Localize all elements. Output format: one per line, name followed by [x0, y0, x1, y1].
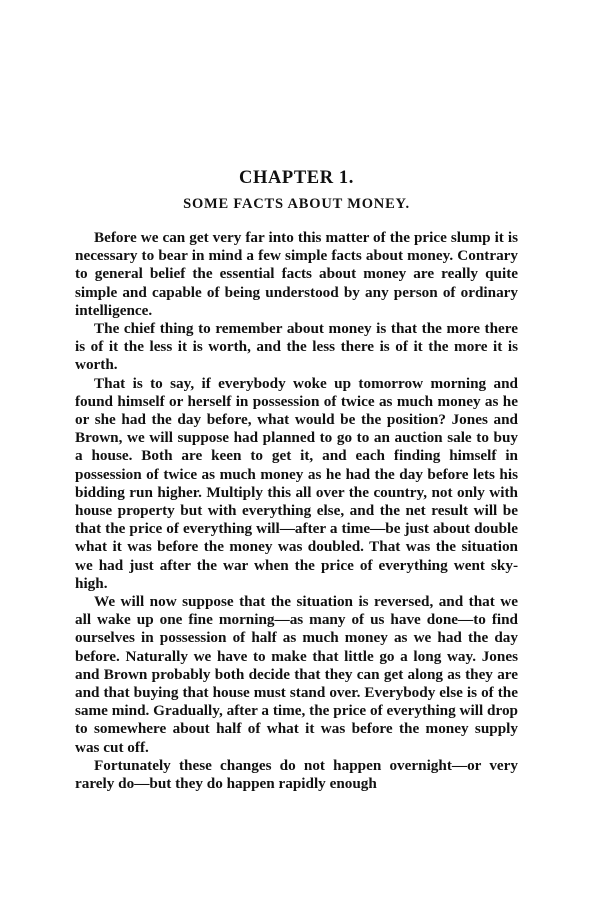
book-page — [75, 0, 518, 904]
paragraph: The chief thing to remember about money is that the more there is of it the less it is worth, and the less there is of it the more it is worth. — [75, 320, 518, 374]
chapter-body — [75, 229, 518, 793]
paragraph: Fortunately these changes do not happen overnight—or very rarely do—but they do happen rapidly enough — [75, 756, 518, 793]
chapter-subtitle: SOME FACTS ABOUT MONEY. — [183, 196, 410, 212]
chapter-title: CHAPTER 1. — [239, 168, 354, 188]
paragraph: Before we can get very far into this matter of the price slump it is necessary to bear in mind a few simple facts about money. Contrary to general belief the essential facts about money are really quite simple and capable of being understood by any person of ordinary intelligence. — [75, 229, 518, 319]
paragraph: We will now suppose that the situation is reversed, and that we all wake up one fine morning—as many of us have done—to find ourselves in possession of half as much money as we had the day before. Naturally we have to make that little go a long way. Jones and Brown probably both decide that they can get along as they are and that buying that house must stand over. Everybody else is of the same mind. Gradually, after a time, the price of everything will drop to somewhere about half of what it was before the money supply was cut off. — [75, 593, 518, 756]
paragraph: That is to say, if everybody woke up tomorrow morning and found himself or herself in possession of twice as much money as he or she had the day before, what would be the position? Jones and Brown, we will suppose had planned to go to an auction sale to buy a house. Both are keen to get it, and each finding himself in possession of twice as much money as he had the day before lets his bidding run higher. Multiply this all over the country, not only with house property but with everything else, and the net result will be that the price of everything will—after a time—be just about double what it was before the money was doubled. That was the situation we had just after the war when the price of everything went sky-high. — [75, 374, 518, 592]
